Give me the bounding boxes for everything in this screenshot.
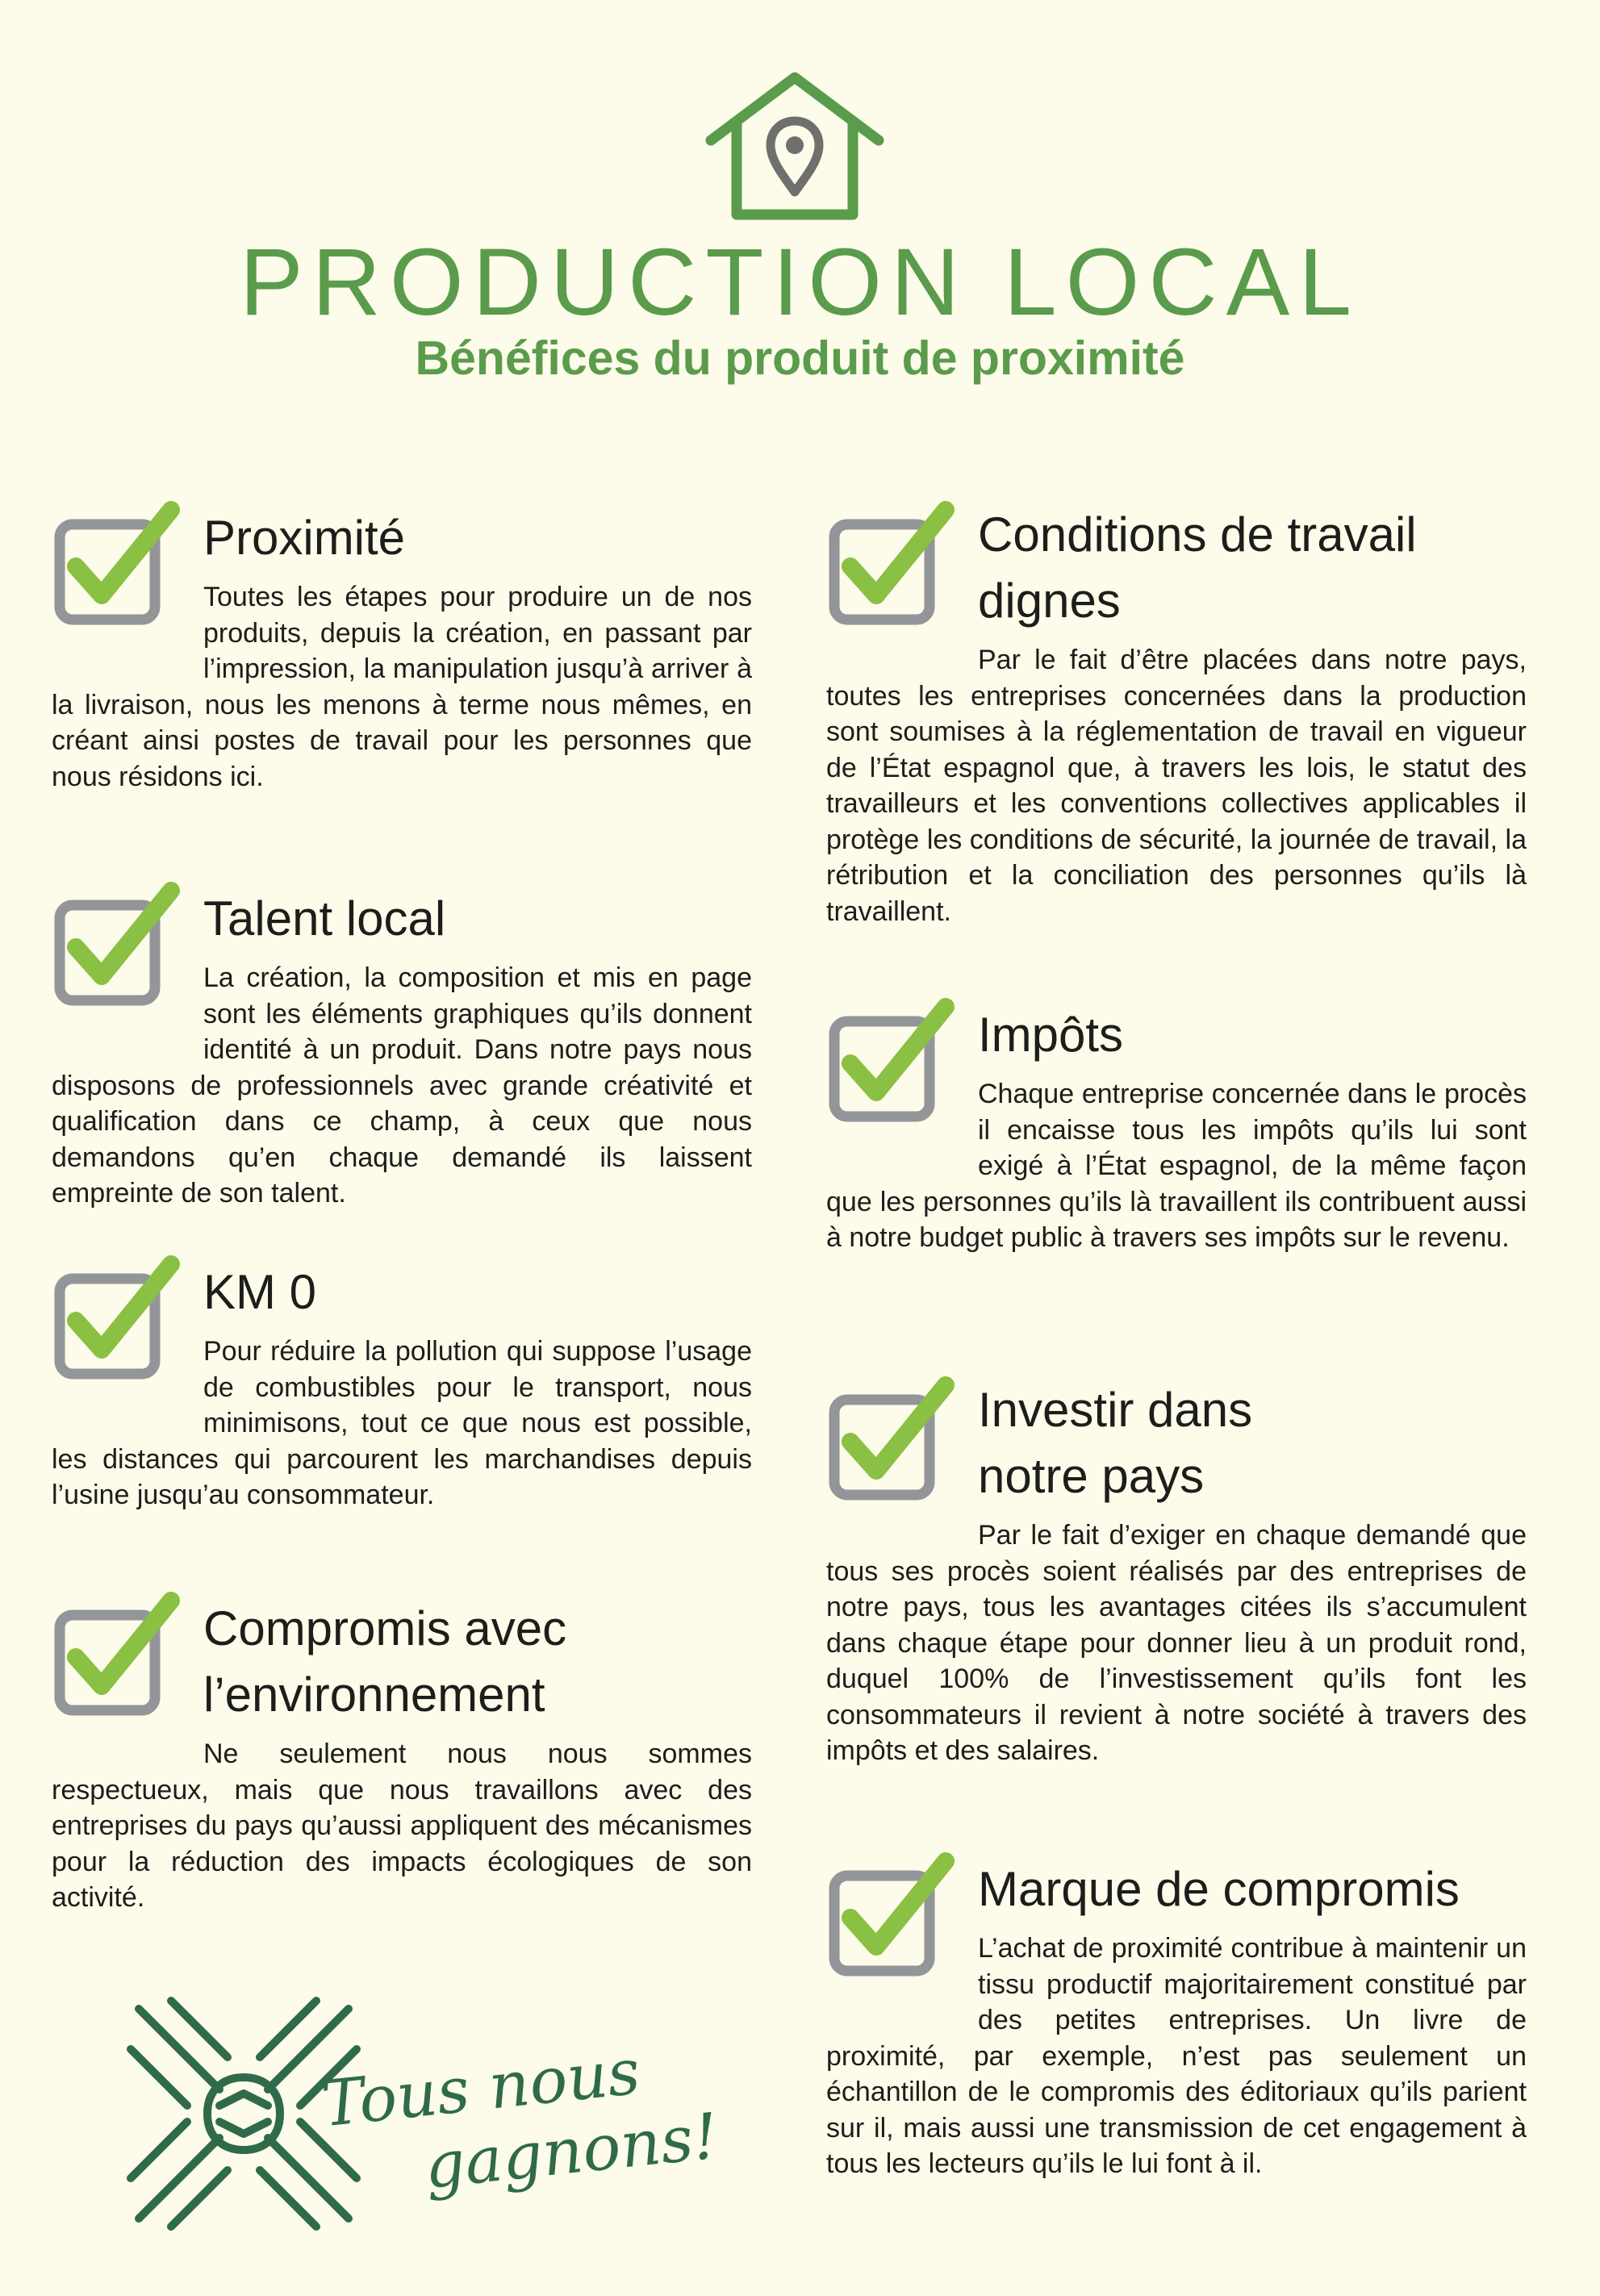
section-title: KM 0: [203, 1265, 317, 1319]
section-body: Toutes les étapes pour produire un de nos produits, depuis la création, en passant par l’impression, la manipulation jusqu’à arriver à la livraison, nous les menons à terme nous mêmes, en créant ainsi postes de travail pour les personnes que nous résidons ici.: [52, 582, 752, 792]
house-location-pin-icon: [704, 71, 885, 221]
section-km0: [52, 1254, 752, 1513]
section-title: [978, 502, 1527, 634]
section-title: Proximité: [203, 511, 406, 565]
section-title-line: l’environnement: [203, 1668, 545, 1722]
checkbox-icon: [826, 997, 955, 1126]
section-title: Impôts: [978, 1008, 1124, 1062]
section-body: Par le fait d’exiger en chaque demandé que tous ses procès soient réalisés par des entreprises de notre pays, tous les avantages citées ils s’accumulent dans chaque étape pour donner lieu à un produit rond, duquel 100% de l’investissement qu’ils font les consommateurs il revient à notre société à travers des impôts et des salaires.: [826, 1520, 1527, 1766]
section-title-line: notre pays: [978, 1449, 1205, 1503]
section-investir: [826, 1376, 1527, 1769]
section-body: La création, la composition et mis en page sont les éléments graphiques qu’ils donnent identité à un produit. Dans notre pays nous disposons de professionnels avec grande créativité et qualification dans ce champ, à ceux que nous demandons qu’en chaque demandé ils laissent empreinte de son talent.: [52, 962, 752, 1209]
checkbox-icon: [826, 1851, 955, 1981]
slogan-line: gagnons!: [420, 2100, 722, 2203]
page-subtitle: Bénéfices du produit de proximité: [415, 332, 1185, 385]
section-impots: [826, 997, 1527, 1256]
section-conditions-travail: [826, 500, 1527, 929]
section-title-line: Conditions de travail: [978, 507, 1417, 561]
section-talent-local: [52, 881, 752, 1212]
slogan: [318, 2035, 722, 2203]
section-body: Chaque entreprise concernée dans le procès il encaisse tous les impôts qu’ils lui sont exigé à l’État espagnol, de la même façon que les personnes qu’ils là travaillent ils contribuent aussi à notre budget public à travers ses impôts sur le revenu.: [826, 1079, 1527, 1253]
section-title: [203, 1596, 752, 1728]
section-title-line: Investir dans: [978, 1383, 1253, 1437]
checkbox-icon: [826, 1376, 955, 1505]
section-title-line: dignes: [978, 574, 1121, 628]
section-body: Par le fait d’être placées dans notre pays, toutes les entreprises concernées dans la production sont soumises à la réglementation de travail en vigueur de l’État espagnol que, à travers les lois, le statut des travailleurs et les conventions collectives applicables il protège les conditions de sécurité, la journée de travail, la rétribution et la conciliation des personnes qu’ils là travaillent.: [826, 645, 1527, 927]
section-title: Talent local: [203, 891, 446, 946]
checkbox-icon: [52, 1254, 181, 1384]
slogan-line: Tous nous: [318, 2035, 644, 2142]
section-marque: [826, 1851, 1527, 2182]
section-title-line: Compromis avec: [203, 1601, 567, 1655]
section-title: [978, 1377, 1527, 1509]
section-body: L’achat de proximité contribue à maintenir un tissu productif majoritairement constitué par des petites entreprises. Un livre de proximité, par exemple, n’est pas seulement un échantillon de le compromis des éditoriaux qu’ils parient sur il, mais aussi une transmission de cet engagement à tous les lecteurs qu’ils le lui font à il.: [826, 1933, 1527, 2179]
page-title: PRODUCTION LOCAL: [240, 229, 1360, 336]
section-title: Marque de compromis: [978, 1862, 1460, 1916]
section-body: Ne seulement nous nous sommes respectueux, mais que nous travaillons avec des entreprises du pays qu’aussi appliquent des mécanismes pour la réduction des impacts écologiques de son activité.: [52, 1739, 752, 1913]
section-body: Pour réduire la pollution qui suppose l’usage de combustibles pour le transport, nous minimisons, tout ce que nous est possible, les distances qui parcourent les marchandises depuis l’usine jusqu’au consommateur.: [52, 1336, 752, 1510]
checkbox-icon: [826, 500, 955, 629]
checkbox-icon: [52, 881, 181, 1010]
checkbox-icon: [52, 500, 181, 629]
section-environnement: [52, 1591, 752, 1916]
checkbox-icon: [52, 1591, 181, 1720]
section-proximite: [52, 500, 752, 795]
